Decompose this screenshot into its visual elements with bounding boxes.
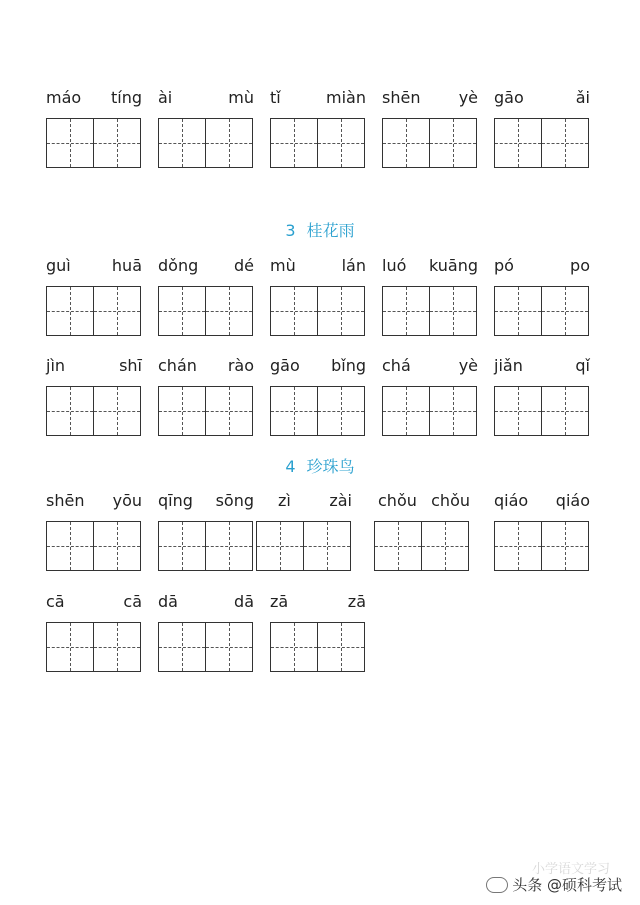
writing-grid[interactable] <box>158 622 254 672</box>
pinyin-left: zā <box>270 592 289 611</box>
writing-grid[interactable] <box>270 118 366 168</box>
pinyin-left: chá <box>382 356 411 375</box>
pinyin-left: shēn <box>46 491 85 510</box>
pinyin-right: shī <box>119 356 142 375</box>
pinyin-left: ài <box>158 88 173 107</box>
pinyin-right: zā <box>347 592 366 611</box>
pinyin-right: miàn <box>326 88 366 107</box>
pinyin-left: luó <box>382 256 407 275</box>
pinyin-right: zài <box>329 491 352 510</box>
pinyin-left: zì <box>278 491 291 510</box>
writing-grid[interactable] <box>270 286 366 336</box>
writing-grid[interactable] <box>494 386 590 436</box>
pinyin-right: huā <box>111 256 142 275</box>
pinyin-left: gāo <box>494 88 524 107</box>
pinyin-left: chǒu <box>378 491 417 510</box>
writing-grid[interactable] <box>46 386 142 436</box>
pinyin-left: shēn <box>382 88 421 107</box>
writing-grid[interactable] <box>158 521 254 571</box>
lesson-number: 4 <box>285 457 296 476</box>
pinyin-left: máo <box>46 88 82 107</box>
writing-grid[interactable] <box>270 386 366 436</box>
faint-watermark: 小学语文学习 <box>531 862 610 877</box>
pinyin-left: jìn <box>46 356 66 375</box>
writing-grid[interactable] <box>382 386 478 436</box>
pinyin-left: qiáo <box>494 491 529 510</box>
pinyin-left: gāo <box>270 356 300 375</box>
writing-grid[interactable] <box>494 286 590 336</box>
pinyin-right: yōu <box>112 491 142 510</box>
pinyin-right: dé <box>234 256 254 275</box>
writing-grid[interactable] <box>158 286 254 336</box>
pinyin-right: chǒu <box>431 491 470 510</box>
writing-grid[interactable] <box>494 521 590 571</box>
pinyin-right: bǐng <box>331 356 366 375</box>
watermark-text: 头条 @硕科考试 <box>512 876 622 894</box>
pinyin-right: cā <box>123 592 142 611</box>
lesson-title: 桂花雨 <box>306 221 355 240</box>
lesson-heading-3 <box>0 220 640 242</box>
pinyin-left: chán <box>158 356 197 375</box>
pinyin-left: mù <box>270 256 296 275</box>
pinyin-right: po <box>570 256 590 275</box>
writing-grid[interactable] <box>158 118 254 168</box>
writing-grid[interactable] <box>256 521 352 571</box>
pinyin-left: dǒng <box>158 256 199 275</box>
writing-grid[interactable] <box>382 118 478 168</box>
pinyin-left: jiǎn <box>494 356 523 375</box>
writing-grid[interactable] <box>382 286 478 336</box>
pinyin-left: tǐ <box>270 88 281 107</box>
writing-grid[interactable] <box>46 118 142 168</box>
writing-grid[interactable] <box>374 521 470 571</box>
writing-grid[interactable] <box>270 622 366 672</box>
pinyin-left: dā <box>158 592 178 611</box>
chat-bubble-icon <box>486 877 508 893</box>
pinyin-left: qīng <box>158 491 193 510</box>
pinyin-right: rào <box>227 356 254 375</box>
writing-grid[interactable] <box>46 622 142 672</box>
watermark <box>486 874 622 895</box>
writing-grid[interactable] <box>158 386 254 436</box>
pinyin-right: ǎi <box>575 88 590 107</box>
writing-grid[interactable] <box>46 521 142 571</box>
lesson-number: 3 <box>285 221 296 240</box>
lesson-heading-4 <box>0 456 640 478</box>
pinyin-right: mù <box>228 88 254 107</box>
pinyin-right: lán <box>341 256 366 275</box>
pinyin-right: sōng <box>215 491 254 510</box>
pinyin-left: guì <box>46 256 71 275</box>
pinyin-left: pó <box>494 256 514 275</box>
pinyin-right: kuāng <box>428 256 478 275</box>
writing-grid[interactable] <box>46 286 142 336</box>
pinyin-left: cā <box>46 592 65 611</box>
pinyin-right: qiáo <box>555 491 590 510</box>
pinyin-right: tíng <box>110 88 142 107</box>
pinyin-right: yè <box>458 356 478 375</box>
lesson-title: 珍珠鸟 <box>306 457 355 476</box>
pinyin-right: dā <box>234 592 254 611</box>
pinyin-right: yè <box>458 88 478 107</box>
pinyin-right: qǐ <box>575 356 590 375</box>
writing-grid[interactable] <box>494 118 590 168</box>
